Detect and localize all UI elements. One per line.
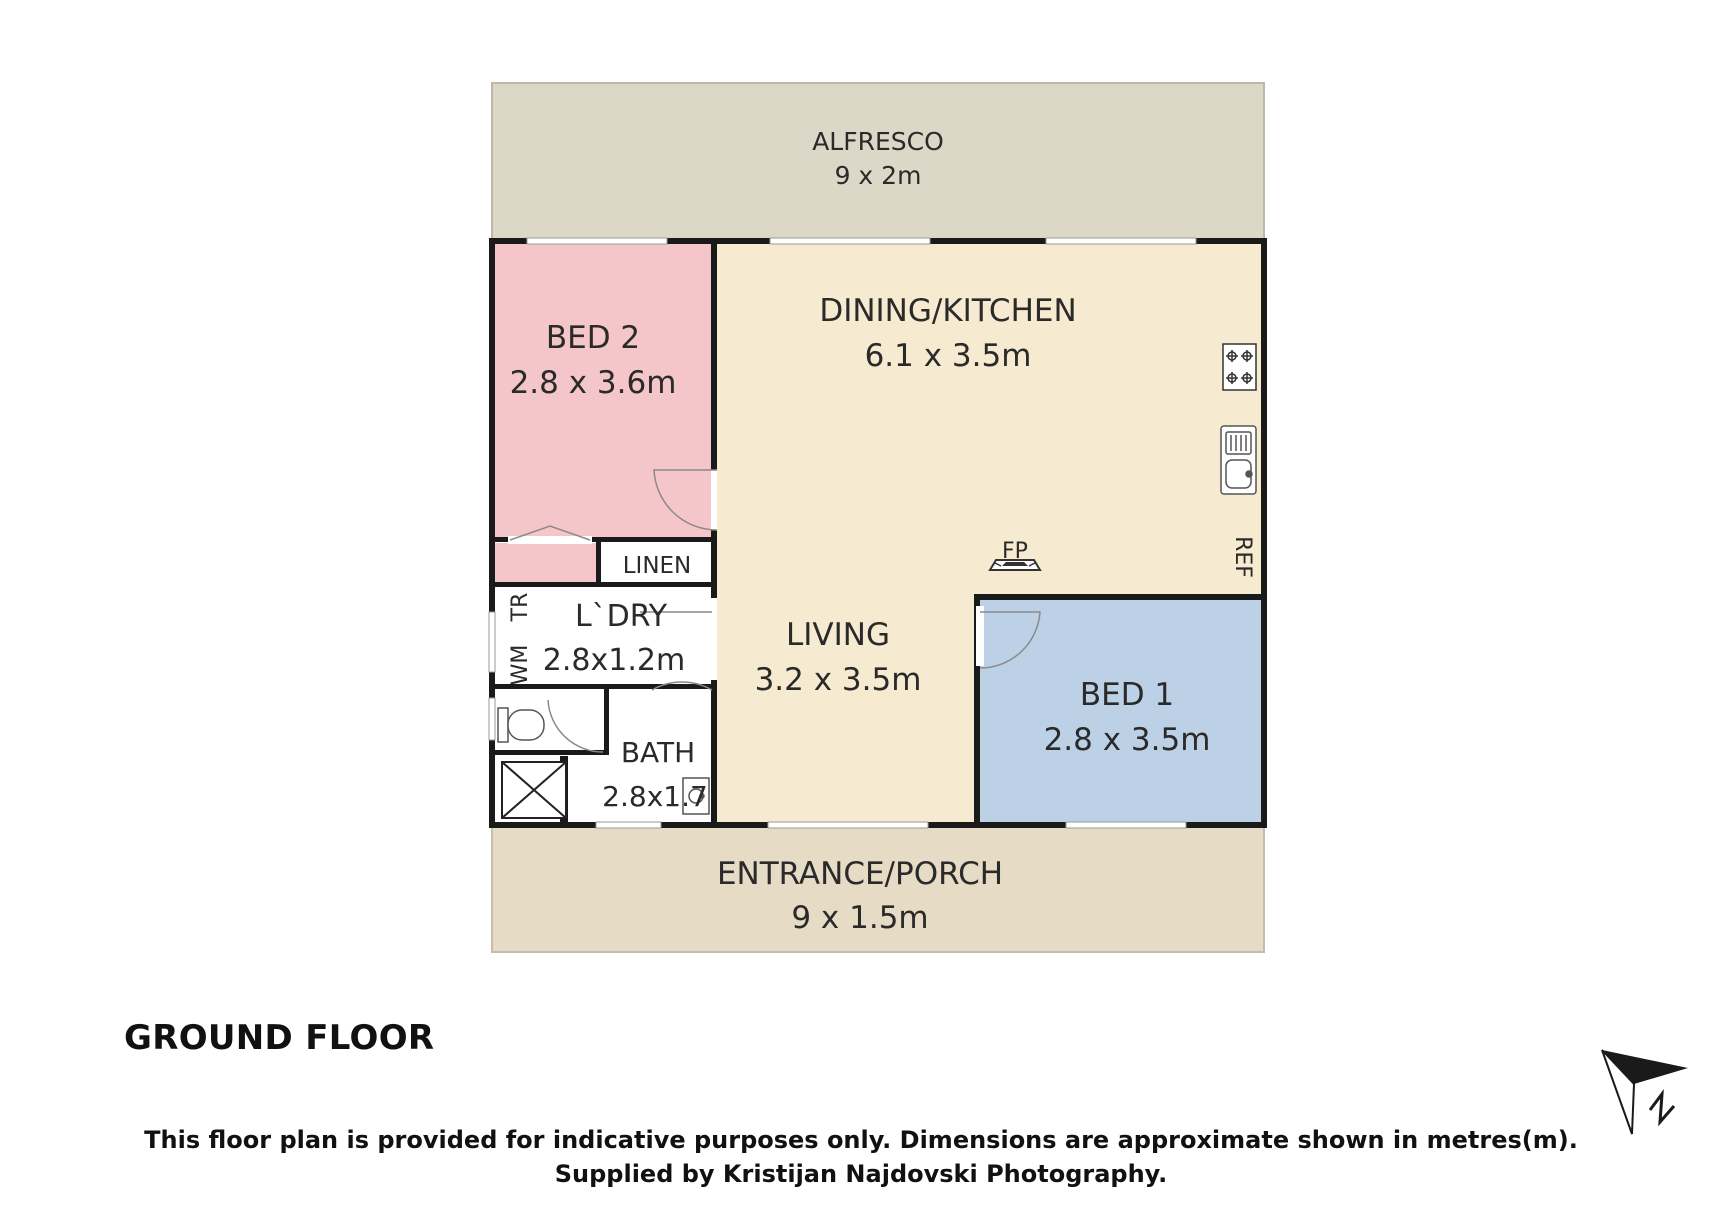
cooktop-icon <box>1223 344 1256 390</box>
alfresco-name: ALFRESCO <box>812 127 944 156</box>
entrance-name: ENTRANCE/PORCH <box>716 856 1004 892</box>
alfresco-dims: 9 x 2m <box>834 161 922 190</box>
trough-label: TR <box>508 592 533 622</box>
bed2-closet-floor <box>494 543 598 583</box>
north-arrow-icon <box>1602 1050 1688 1134</box>
disclaimer-line-1: This floor plan is provided for indicative purposes only. Dimensions are approximate shown in metres(m). <box>144 1126 1578 1154</box>
toilet-icon <box>498 708 544 742</box>
shower-icon <box>502 762 566 818</box>
laundry-dims: 2.8x1.2m <box>542 643 686 678</box>
laundry-name: L`DRY <box>574 599 668 634</box>
bed1-name: BED 1 <box>1079 677 1175 713</box>
dining-kitchen-name: DINING/KITCHEN <box>819 293 1077 329</box>
bed2-dims: 2.8 x 3.6m <box>509 365 677 401</box>
disclaimer-line-2: Supplied by Kristijan Najdovski Photography. <box>554 1160 1168 1188</box>
living-name: LIVING <box>786 617 890 653</box>
sink-icon <box>1221 426 1256 494</box>
bed2-name: BED 2 <box>545 320 641 356</box>
washing-machine-label: WM <box>508 644 533 686</box>
linen-name: LINEN <box>622 553 692 579</box>
living-dims: 3.2 x 3.5m <box>754 662 922 698</box>
entrance-dims: 9 x 1.5m <box>791 900 929 936</box>
bath-dims: 2.8x1.7 <box>602 780 708 813</box>
bed1-dims: 2.8 x 3.5m <box>1043 722 1211 758</box>
fireplace-label: FP <box>1002 539 1028 564</box>
dining-kitchen-dims: 6.1 x 3.5m <box>864 338 1032 374</box>
bath-name: BATH <box>620 736 696 769</box>
floor-title: GROUND FLOOR <box>124 1018 435 1058</box>
fridge-label: REF <box>1230 536 1255 578</box>
